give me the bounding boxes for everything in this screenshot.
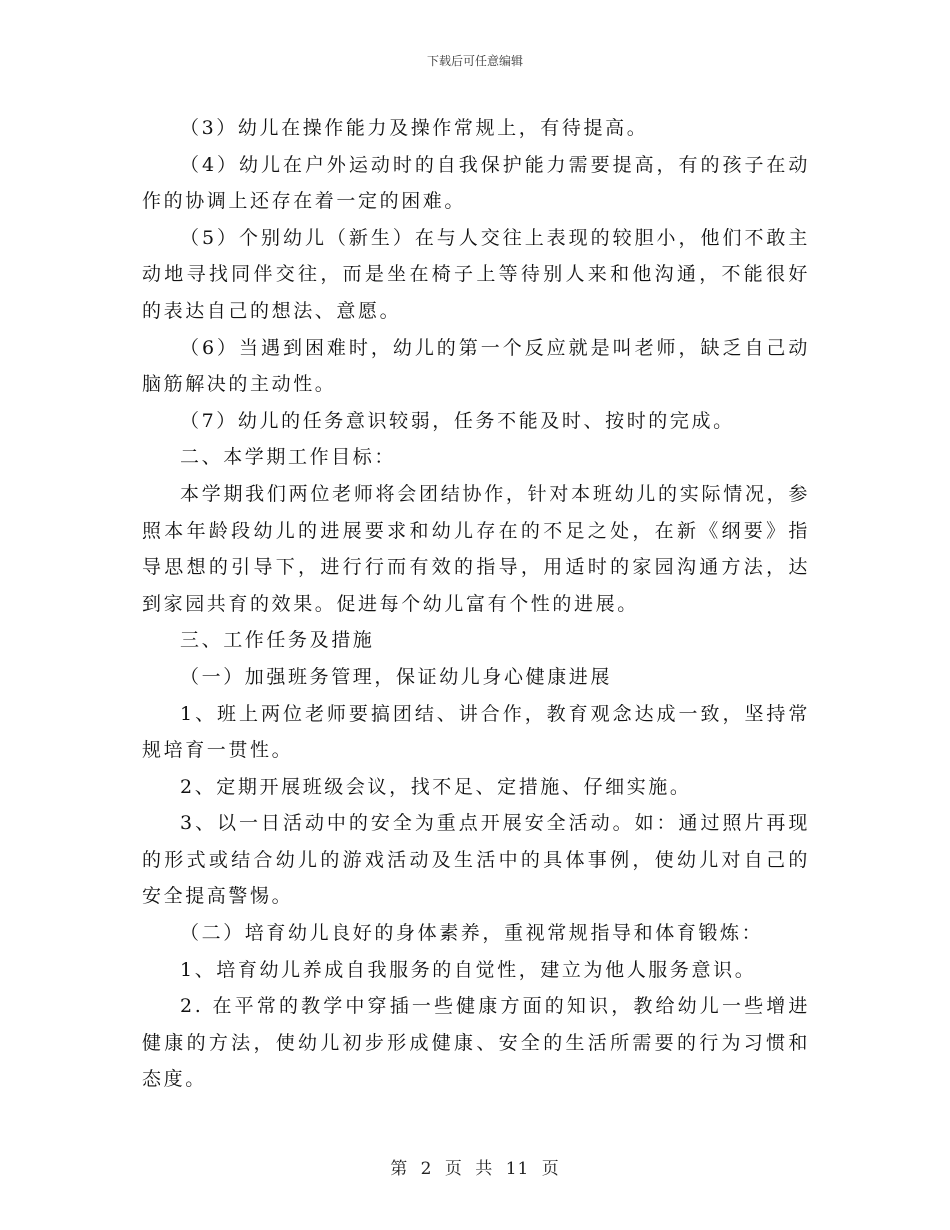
paragraph-measure-2: 2、定期开展班级会议，找不足、定措施、仔细实施。	[180, 775, 692, 798]
paragraph-item-6: （6）当遇到困难时，幼儿的第一个反应就是叫老师，缺乏自己动脑筋解决的主动性。	[142, 336, 810, 396]
paragraph-item-3: （3）幼儿在操作能力及操作常规上，有待提高。	[180, 117, 649, 139]
paragraph-item-7: （7）幼儿的任务意识较弱，任务不能及时、按时的完成。	[180, 409, 735, 432]
paragraph-measure-1: 1、班上两位老师要搞团结、讲合作，教育观念达成一致，坚持常规培育一贯性。	[142, 702, 810, 762]
paragraph-physical-1: 1、培育幼儿养成自我服务的自觉性，建立为他人服务意识。	[180, 958, 757, 981]
section-heading-goals: 二、本学期工作目标：	[180, 446, 397, 469]
subheading-class-management: （一）加强班务管理，保证幼儿身心健康进展	[180, 665, 613, 688]
document-body	[142, 110, 810, 1098]
section-heading-tasks: 三、工作任务及措施	[180, 629, 375, 652]
page-number: 第 2 页 共 11 页	[390, 1159, 560, 1179]
subheading-physical-quality: （二）培育幼儿良好的身体素养，重视常规指导和体育锻炼：	[180, 922, 764, 945]
paragraph-physical-2: 2. 在平常的教学中穿插一些健康方面的知识，教给幼儿一些增进健康的方法，使幼儿初步形成健康、安全的生活所需要的行为习惯和态度。	[142, 995, 810, 1091]
page-header: 下载后可任意编辑	[426, 54, 523, 68]
paragraph-goals: 本学期我们两位老师将会团结协作，针对本班幼儿的实际情况，参照本年龄段幼儿的进展要求和幼儿存在的不足之处，在新《纲要》指导思想的引导下，进行行而有效的指导，用适时的家园沟通方法，达到家园共育的效果。促进每个幼儿富有个性的进展。	[142, 482, 810, 615]
paragraph-item-5: （5）个别幼儿（新生）在与人交往上表现的较胆小，他们不敢主动地寻找同伴交往，而是坐在椅子上等待别人来和他沟通，不能很好的表达自己的想法、意愿。	[142, 226, 810, 322]
paragraph-measure-3: 3、以一日活动中的安全为重点开展安全活动。如：通过照片再现的形式或结合幼儿的游戏活动及生活中的具体事例，使幼儿对自己的安全提高警惕。	[142, 812, 810, 908]
paragraph-item-4: （4）幼儿在户外运动时的自我保护能力需要提高，有的孩子在动作的协调上还存在着一定的困难。	[142, 153, 810, 213]
